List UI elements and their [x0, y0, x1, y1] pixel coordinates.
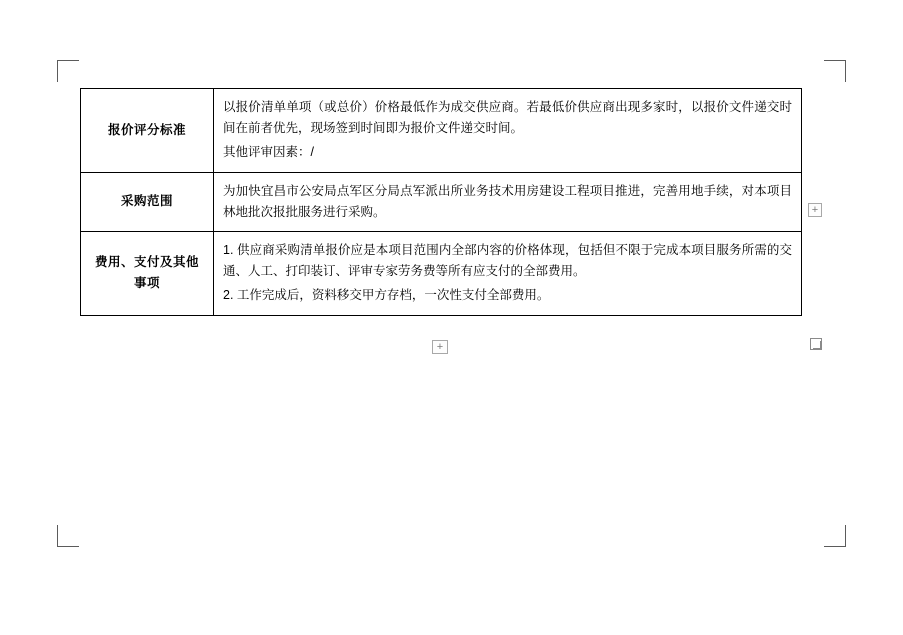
table-row	[81, 172, 802, 231]
add-column-button[interactable]: +	[808, 203, 822, 217]
procurement-terms-table	[80, 88, 802, 316]
crop-mark-bottom-right	[824, 525, 846, 547]
crop-mark-bottom-left	[57, 525, 79, 547]
crop-mark-top-left	[57, 60, 79, 82]
table-row	[81, 89, 802, 173]
add-row-button[interactable]: +	[432, 340, 448, 354]
paragraph: 2. 工作完成后，资料移交甲方存档，一次性支付全部费用。	[223, 288, 550, 303]
paragraph: 其他评审因素：/	[223, 145, 314, 160]
row-label-procurement-scope: 采购范围	[81, 172, 214, 231]
paragraph: 1. 供应商采购清单报价应是本项目范围内全部内容的价格体现，包括但不限于完成本项目服务所需的交通、人工、打印装订、评审专家劳务费等所有应支付的全部费用。	[223, 243, 792, 278]
row-label-scoring-criteria: 报价评分标准	[81, 89, 214, 173]
row-content-fees-and-payment	[214, 232, 802, 316]
paragraph: 为加快宜昌市公安局点军区分局点军派出所业务技术用房建设工程项目推进，完善用地手续，对本项目林地批次报批服务进行采购。	[223, 183, 792, 219]
table-resize-handle[interactable]	[810, 338, 822, 350]
table-row	[81, 232, 802, 316]
paragraph: 以报价清单单项（或总价）价格最低作为成交供应商。若最低价供应商出现多家时，以报价文件递交时间在前者优先，现场签到时间即为报价文件递交时间。	[223, 100, 792, 135]
crop-mark-top-right	[824, 60, 846, 82]
row-content-scoring-criteria	[214, 89, 802, 173]
row-content-procurement-scope	[214, 172, 802, 231]
row-label-fees-and-payment: 费用、支付及其他事项	[81, 232, 214, 316]
